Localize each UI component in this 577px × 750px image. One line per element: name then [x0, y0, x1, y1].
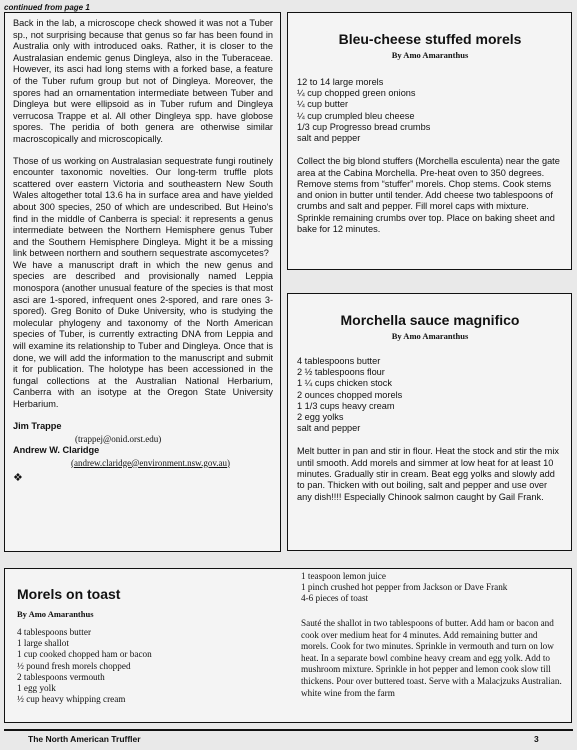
author-2-name: Andrew W. Claridge — [13, 444, 100, 455]
recipe-2-directions: Melt butter in pan and stir in flour. Heat the stock and stir the mix until smooth. Add morels and simmer at low heat for at least 10 minutes. Gradually stir in cream. Beat egg yolks and slowly add to pan. Thicken with out boiling, salt and pepper and use over any dish!!!! Especially Chinook salmon caught by Gail Frank. — [297, 446, 559, 502]
page-footer — [0, 729, 577, 750]
ingredient: 4 tablespoons butter — [297, 356, 381, 366]
ingredient: 12 to 14 large morels — [297, 77, 384, 87]
ingredient: 2 egg yolks — [297, 412, 344, 423]
ingredient: 2 tablespoons vermouth — [17, 671, 105, 682]
recipe-3-directions: Sauté the shallot in two tablespoons of butter. Add ham or bacon and cook over medium heat for 4 minutes. Add remaining butter and morels. Cook for two minutes. Sprinkle in vermouth and turn on low heat. In a separate bowl combine heavy cream and egg yolk. Add to mushroom mixture. Sprinkle in hot pepper and lemon cook slow till thickens. Pour over buttered toast. Serve with a Malacjzuks Australian. white wine from the farm — [301, 618, 562, 698]
ingredient: 2 ½ tablespoons flour — [297, 367, 385, 378]
article-paragraph-3: We have a manuscript draft in which the new genus and species are described and provisionally named Leppia monospora (another unusual feature of the species is that most asci are 1-spored, infrequent ones 2-spored, and rare ones 3-spored). Greg Bonito of Duke University, who is studying the molecular phylogeny and taxonomy of the North American species of Tuber, is currently extracting DNA from Leppia and will examine its relationship to Tuber and Dingleya. Once that is done, we will add the information to the manuscript and submit it for publication. The holotype has been accessioned in the fungal collections at the Australian National Herbarium, Canberra with an isotype at the Oregon State University Herbarium. — [13, 259, 273, 409]
ingredient: salt and pepper — [297, 423, 361, 434]
article-paragraph-1: Back in the lab, a microscope check showed it was not a Tuber sp., not surprising because that genus so far has been found in Australia only with introduced oaks. Rather, it is closer to the Australasian endemic genus Dingleya, also in the Tuberaceae. However, its asci had long stems with a forked base, a feature of the Tuber rufum group but not of Dingleya. Moreover, the spores had an ornamentation intermediate between Tuber and Dingleya but were ellipsoid as in Tuber rufum and Dingleya verrucosa Trappe et al. All other Dingleya spp. have globose spores. The peridia of both genera are otherwise similar macroscopically and microscopically. — [13, 18, 273, 144]
recipe-3-ingredients-right — [301, 571, 566, 605]
ingredient: 4-6 pieces of toast — [301, 593, 369, 604]
ingredient: 4 tablespoons butter — [17, 627, 91, 637]
recipe-bleu-cheese — [287, 12, 572, 270]
recipe-2-ingredients — [297, 356, 563, 434]
ingredient: 1 1/3 cups heavy cream — [297, 400, 395, 411]
left-article — [4, 12, 281, 552]
recipe-morels-on-toast — [4, 568, 572, 723]
recipe-2-title: Morchella sauce magnifico — [340, 312, 520, 328]
ingredient: 1 large shallot — [17, 638, 69, 649]
ingredient: ¼ cup crumpled bleu cheese — [297, 110, 415, 121]
ingredient: 1 teaspoon lemon juice — [301, 571, 386, 581]
recipe-1-ingredients — [297, 77, 563, 144]
page-number: 3 — [534, 734, 539, 744]
recipe-3-ingredients-left — [17, 627, 287, 705]
author-2-email: (andrew.claridge@environment.nsw.gov.au) — [71, 457, 230, 468]
recipe-1-directions: Collect the big blond stuffers (Morchella esculenta) near the gate area at the Cabina Morchella. Pre-heat oven to 350 degrees. Remove stems from “stuffer” morels. Chop stems. Cook stems and onion in butter until tender. Add cheese two tablespoons of crumbs and salt and pepper. Fill morel caps with mixture. Sprinkle remaining crumbs over top. Place on baking sheet and bake for 12 minutes. — [297, 156, 560, 234]
ingredient: ¼ cup chopped green onions — [297, 88, 416, 99]
continued-note: continued from page 1 — [4, 3, 90, 12]
ingredient: ½ pound fresh morels chopped — [17, 660, 131, 671]
recipe-3-byline: By Amo Amaranthus — [17, 609, 94, 619]
ingredient: 1 egg yolk — [17, 683, 56, 694]
article-paragraph-2: Those of us working on Australasian sequestrate fungi routinely encounter taxonomic novelties. Our long-term truffle plots scattered over eastern Victoria and southeastern New South Wales altogether total 13.6 ha in surface area and have yielded about 300 species, 250 of which are undescribed. But Heino's find in the middle of Canberra is special: it represents a genus intermediate between the Northern Hemisphere genus Tuber and the Southern Hemisphere Dingleya. Might it be a missing link between northern and southern sequestrate ascomycetes? — [13, 155, 273, 259]
recipe-3-title: Morels on toast — [17, 586, 121, 602]
recipe-1-byline: By Amo Amaranthus — [391, 50, 469, 60]
ingredient: 1/3 cup Progresso bread crumbs — [297, 121, 431, 132]
ingredient: 2 ounces chopped morels — [297, 389, 403, 400]
recipe-1-title: Bleu-cheese stuffed morels — [338, 31, 522, 47]
ingredient: ½ cup heavy whipping cream — [17, 694, 126, 705]
ingredient: 1 cup cooked chopped ham or bacon — [17, 649, 152, 660]
footer-rule — [4, 729, 573, 731]
publication-name: The North American Truffler — [28, 734, 141, 744]
ingredient: 1 pinch crushed hot pepper from Jackson or Dave Frank — [301, 582, 508, 593]
recipe-morchella-sauce — [287, 293, 572, 551]
ingredient: 1 ¼ cups chicken stock — [297, 378, 392, 389]
ingredient: salt and pepper — [297, 133, 361, 144]
author-1-name: Jim Trappe — [13, 420, 62, 431]
end-mark-icon: ❖ — [13, 471, 23, 484]
recipe-2-byline: By Amo Amaranthus — [391, 331, 469, 341]
author-1-email: (trappej@onid.orst.edu) — [75, 433, 162, 444]
ingredient: ¼ cup butter — [297, 99, 349, 110]
